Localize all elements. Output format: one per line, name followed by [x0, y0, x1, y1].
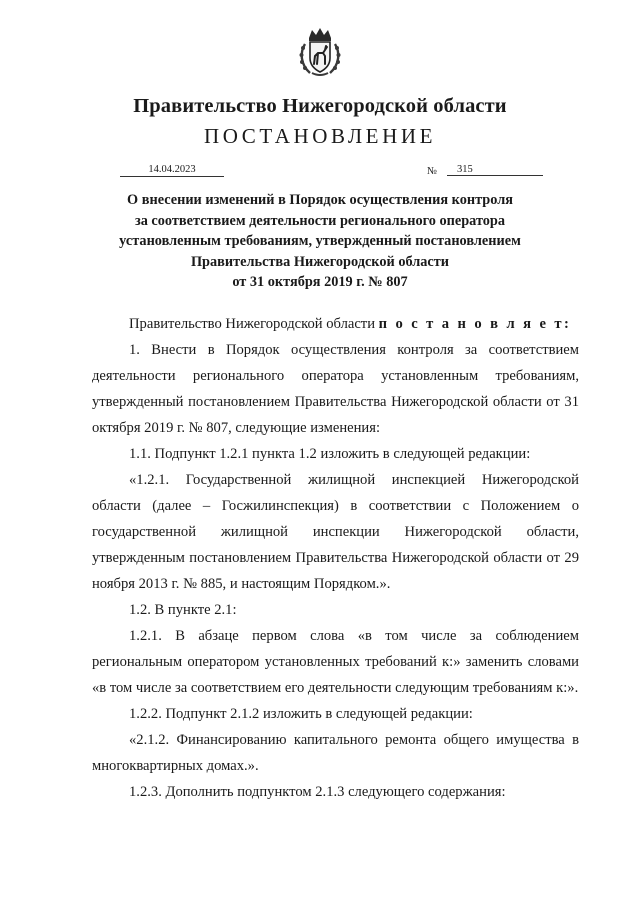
- coat-of-arms-icon: [296, 26, 344, 78]
- subject-line: за соответствием деятельности регионального оператора: [134, 212, 506, 229]
- subject-line: от 31 октября 2019 г. № 807: [232, 274, 408, 291]
- paragraph: «2.1.2. Финансированию капитального ремонта общего имущества в многоквартирных домах.».: [92, 732, 579, 774]
- subject-line: установленным требованиям, утвержденный постановлением: [119, 233, 521, 250]
- preamble: [92, 311, 579, 337]
- preamble-subject: Правительство Нижегородской области: [129, 316, 375, 332]
- document-date: 14.04.2023: [120, 163, 224, 177]
- document-number: 315: [447, 163, 543, 176]
- document-type: ПОСТАНОВЛЕНИЕ: [203, 124, 437, 148]
- paragraph: 1.2.2. Подпункт 2.1.2 изложить в следующей редакции:: [129, 706, 473, 722]
- subject-line: Правительства Нижегородской области: [190, 253, 450, 270]
- paragraph: 1.2.3. Дополнить подпунктом 2.1.3 следующего содержания:: [129, 784, 506, 800]
- government-title: Правительство Нижегородской области: [133, 95, 507, 117]
- paragraph: 1.2. В пункте 2.1:: [129, 602, 237, 618]
- number-sign: №: [427, 166, 438, 177]
- preamble-verb: п о с т а н о в л я е т:: [378, 316, 572, 332]
- document-body: [92, 311, 579, 805]
- paragraph: 1.1. Подпункт 1.2.1 пункта 1.2 изложить в следующей редакции:: [129, 446, 531, 462]
- document-subject: [100, 190, 540, 293]
- subject-line: О внесении изменений в Порядок осуществления контроля: [127, 192, 513, 208]
- paragraph: «1.2.1. Государственной жилищной инспекцией Нижегородской области (далее – Госжилинспекция) в соответствии с Положением о государственной жилищной инспекции Нижегородской области, утвержденным постановлением Правительства Нижегородской области от 29 ноября 2013 г. № 885, и настоящим Порядком.».: [92, 472, 579, 592]
- paragraph: 1.2.1. В абзаце первом слова «в том числе за соблюдением региональным оператором установленных требований к:» заменить словами «в том числе за соответствием его деятельности следующим требованиям к:».: [92, 628, 579, 696]
- paragraph: 1. Внести в Порядок осуществления контроля за соответствием деятельности регионального оператора установленным требованиям, утвержденный постановлением Правительства Нижегородской области от 31 октября 2019 г. № 807, следующие изменения:: [92, 342, 579, 436]
